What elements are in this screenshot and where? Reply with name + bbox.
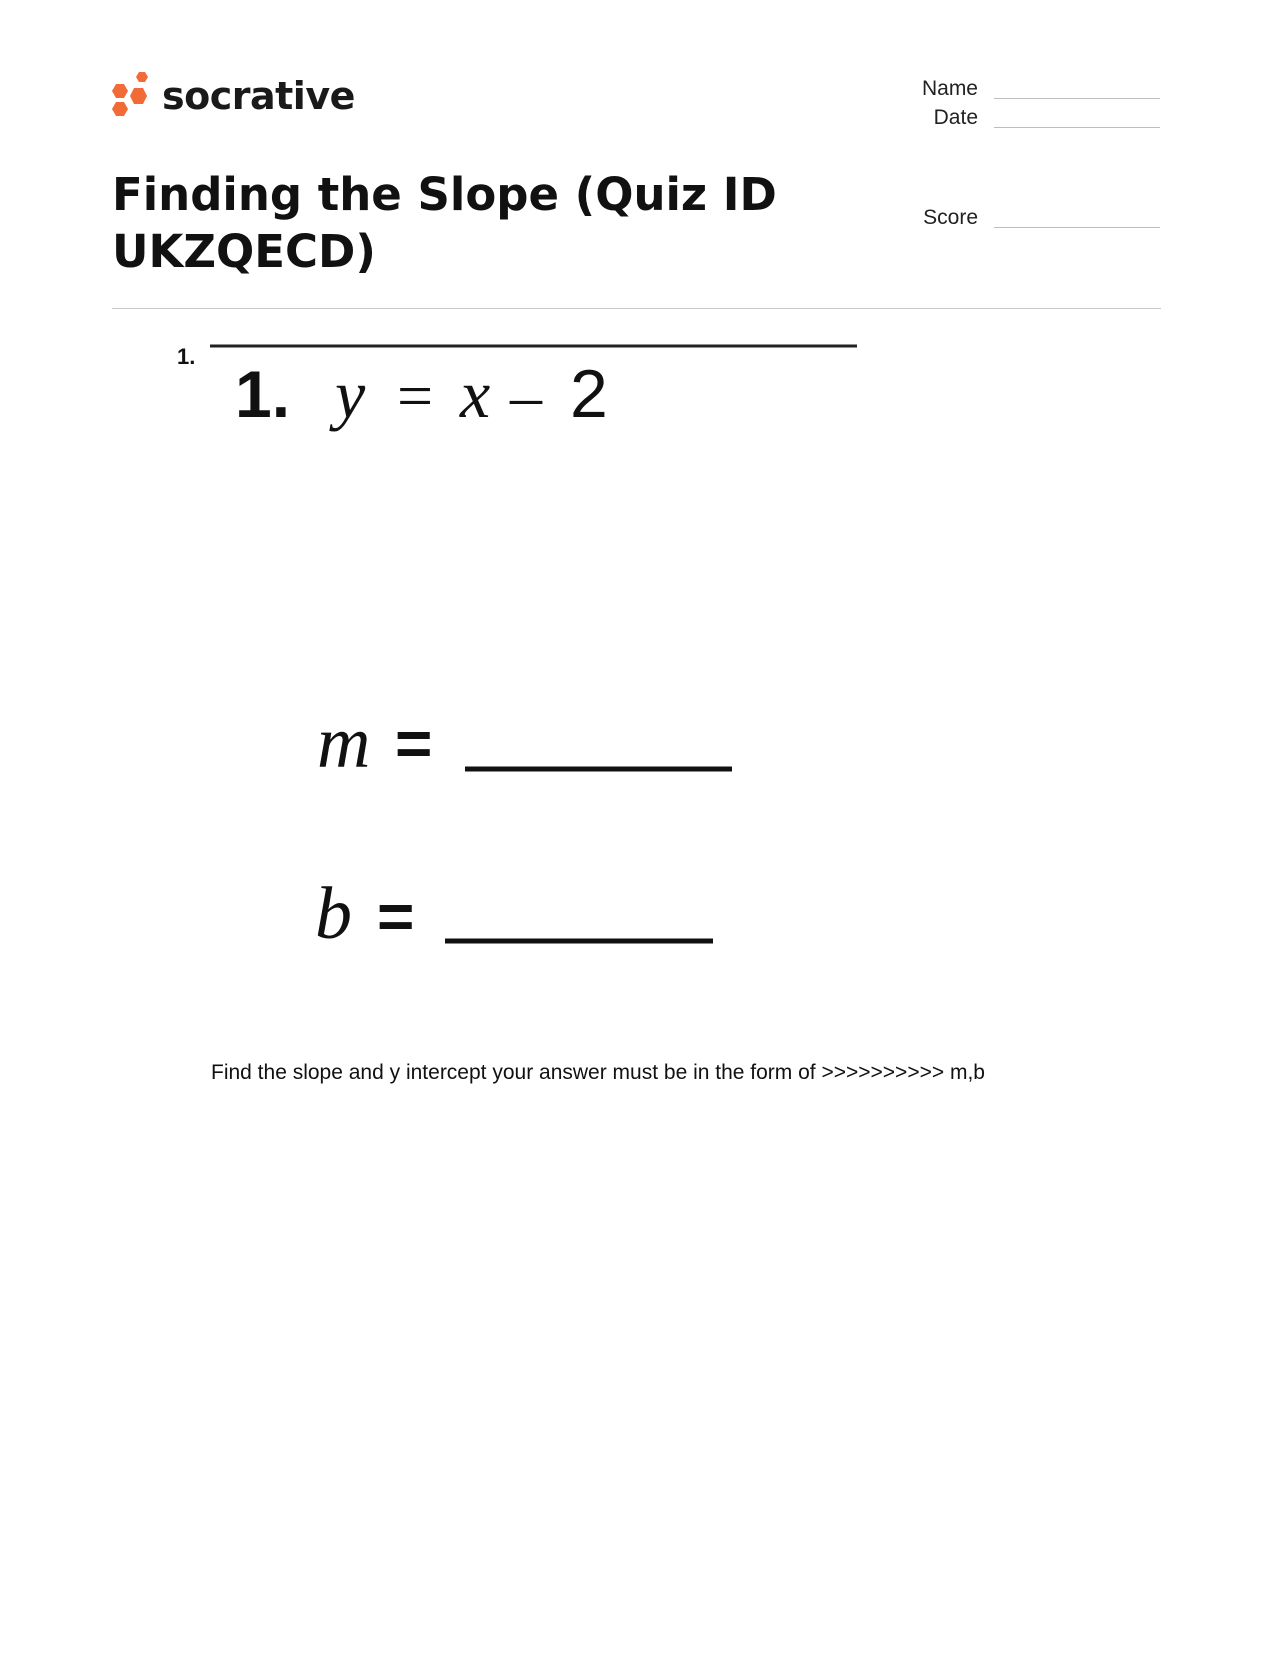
date-blank-line xyxy=(994,127,1160,128)
brand-name: socrative xyxy=(162,74,355,118)
question-number: 1. xyxy=(177,344,196,369)
date-label: Date xyxy=(933,106,978,129)
equation-minus: – xyxy=(510,360,542,431)
equation-x: x xyxy=(460,356,491,432)
equation-equals: = xyxy=(397,360,434,431)
name-blank-line xyxy=(994,98,1160,99)
intercept-equals: = xyxy=(377,880,415,952)
socrative-logo xyxy=(112,72,355,124)
image-item-number: 1. xyxy=(235,357,291,431)
equation-y: y xyxy=(335,356,366,432)
equation-constant: 2 xyxy=(570,356,608,432)
score-label: Score xyxy=(923,206,978,229)
date-field-row xyxy=(860,105,1160,135)
logo-hex-right-middle xyxy=(130,88,147,104)
question-instruction: Find the slope and y intercept your answer must be in the form of >>>>>>>>>> m,b xyxy=(211,1061,985,1084)
quiz-title: Finding the Slope (Quiz ID UKZQECD) xyxy=(112,168,777,278)
question-image-svg xyxy=(205,335,865,975)
slope-m-label: m xyxy=(317,702,371,784)
name-label: Name xyxy=(921,77,978,100)
slope-equals: = xyxy=(395,707,433,779)
socrative-hexagon-icon xyxy=(112,72,152,122)
header-divider xyxy=(112,308,1161,309)
score-field-row xyxy=(860,205,1160,235)
question-image xyxy=(205,335,865,975)
logo-hex-top xyxy=(136,72,148,82)
logo-hex-left-lower xyxy=(112,102,128,116)
logo-hex-left-upper xyxy=(112,84,128,98)
intercept-b-label: b xyxy=(315,873,352,955)
score-blank-line xyxy=(994,227,1160,228)
name-field-row xyxy=(860,76,1160,106)
